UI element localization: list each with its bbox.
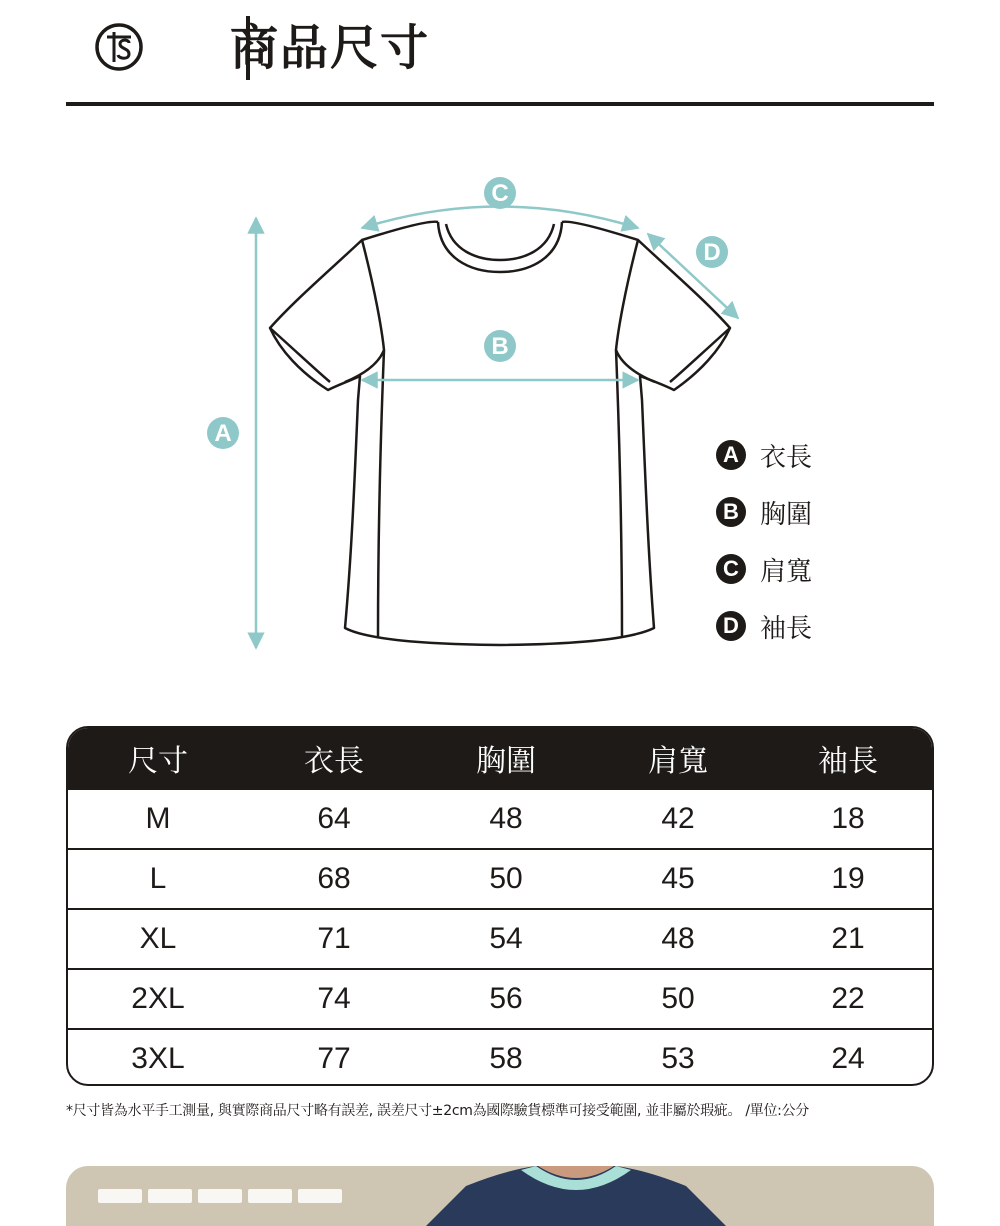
table-cell: 22: [831, 982, 865, 1015]
table-cell: 53: [661, 1042, 695, 1075]
table-row: [68, 848, 932, 908]
table-header-row: [68, 728, 932, 788]
table-cell: 50: [489, 862, 523, 895]
table-cell: 71: [317, 922, 351, 955]
legend-badge-a: A: [716, 440, 746, 470]
table-cell: 54: [489, 922, 523, 955]
header-rule: [66, 102, 934, 106]
brand-logo-icon: [94, 22, 144, 72]
table-row: [68, 788, 932, 848]
table-cell: 48: [661, 922, 695, 955]
marker-c: [484, 177, 516, 209]
table-cell: L: [149, 862, 167, 895]
measurement-footnote: *尺寸皆為水平手工測量, 與實際商品尺寸略有誤差, 誤差尺寸±2cm為國際驗貨標準可接受範圍, 並非屬於瑕疵。 /單位:公分: [66, 1103, 809, 1119]
tshirt-outline: [270, 222, 730, 645]
legend-badge-b: B: [716, 497, 746, 527]
table-row: [68, 968, 932, 1028]
model-photo-strip: [66, 1166, 934, 1226]
table-cell: 2XL: [131, 982, 185, 1015]
marker-b: [484, 330, 516, 362]
table-cell: 64: [317, 802, 351, 835]
legend-badge-c: C: [716, 554, 746, 584]
legend-item-a: [716, 440, 813, 473]
legend-label-b: 胸圍: [760, 499, 813, 530]
photo-caption-text: [98, 1188, 348, 1218]
marker-a: [207, 417, 239, 449]
legend-label-c: 肩寬: [760, 556, 813, 587]
table-header-cell: 衣長: [304, 744, 364, 779]
marker-d: [696, 236, 728, 268]
legend-label-d: 袖長: [760, 613, 813, 644]
tshirt-measurement-diagram: [0, 150, 1000, 690]
table-row: [68, 1028, 932, 1086]
page-header: [66, 0, 934, 106]
table-cell: 58: [489, 1042, 523, 1075]
table-cell: 19: [831, 862, 865, 895]
table-cell: 77: [317, 1042, 351, 1075]
svg-text:A: A: [214, 420, 232, 447]
shoulder-line-c: [362, 207, 638, 229]
svg-text:D: D: [703, 239, 721, 266]
table-cell: 24: [831, 1042, 865, 1075]
page-title: 商品尺寸: [230, 20, 431, 76]
table-cell: M: [145, 802, 171, 835]
table-cell: 74: [317, 982, 351, 1015]
table-cell: 45: [661, 862, 695, 895]
table-header-cell: 袖長: [818, 744, 878, 779]
svg-text:B: B: [491, 333, 509, 360]
table-cell: 42: [661, 802, 695, 835]
size-table: [66, 726, 934, 1086]
table-header-cell: 胸圍: [476, 744, 536, 779]
table-cell: 68: [317, 862, 351, 895]
table-row: [68, 908, 932, 968]
legend-item-c: [716, 554, 813, 587]
table-header-cell: 肩寬: [648, 744, 708, 779]
legend-item-b: [716, 497, 813, 530]
table-cell: 56: [489, 982, 523, 1015]
table-cell: XL: [139, 922, 177, 955]
table-cell: 21: [831, 922, 865, 955]
table-cell: 3XL: [131, 1042, 185, 1075]
measurement-legend: [716, 440, 812, 668]
legend-badge-d: D: [716, 611, 746, 641]
table-header-cell: 尺寸: [128, 744, 188, 779]
table-cell: 50: [661, 982, 695, 1015]
legend-item-d: [716, 611, 813, 644]
table-cell: 48: [489, 802, 523, 835]
svg-text:C: C: [491, 180, 509, 207]
model-photo-image: [426, 1166, 726, 1226]
table-cell: 18: [831, 802, 865, 835]
legend-label-a: 衣長: [760, 442, 813, 473]
